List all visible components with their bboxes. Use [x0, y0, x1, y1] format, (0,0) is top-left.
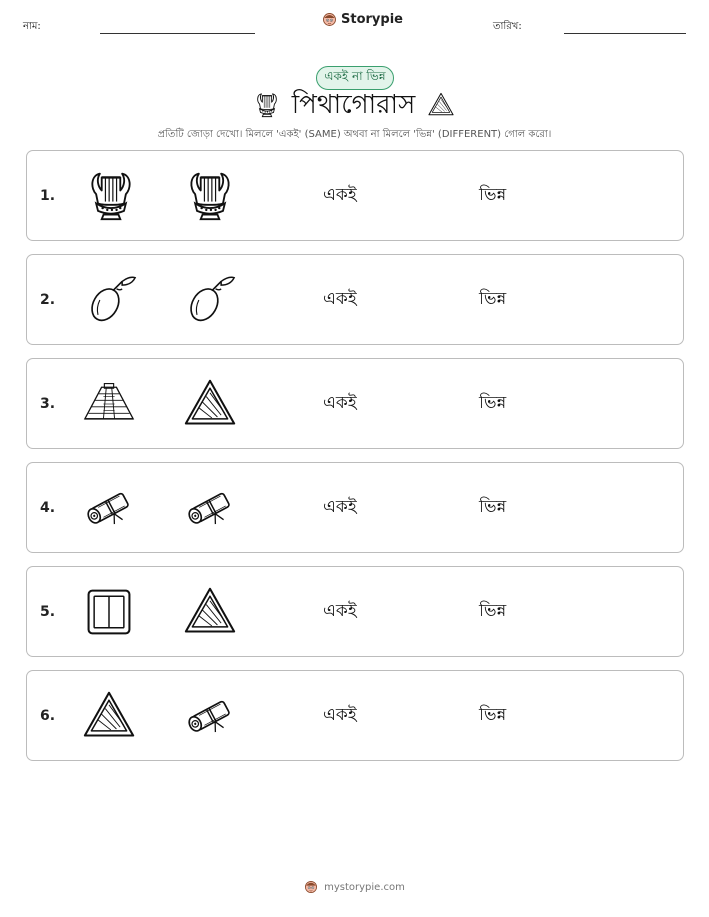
brand-logo: [322, 12, 403, 27]
mascot-icon: [304, 880, 318, 894]
olive-icon: [83, 274, 139, 326]
option-different[interactable]: ভিন্ন: [479, 185, 507, 205]
date-label: তারিখ:: [493, 21, 522, 32]
triangle-icon: [182, 586, 238, 638]
question-row-2: [26, 254, 684, 345]
mascot-icon: [322, 12, 337, 27]
date-field[interactable]: [564, 33, 686, 34]
question-row-1: [26, 150, 684, 241]
question-number: 1.: [40, 188, 56, 204]
question-row-3: [26, 358, 684, 449]
footer-url[interactable]: mystorypie.com: [324, 881, 405, 893]
instructions: প্রতিটি জোড়া দেখো। মিললে 'একই' (SAME) অথবা না মিললে 'ভিন্ন' (DIFFERENT) গোল করো।: [157, 129, 552, 140]
lyre-icon: [254, 91, 280, 119]
name-label: নাম:: [23, 21, 41, 32]
question-row-5: [26, 566, 684, 657]
scroll-icon: [81, 482, 137, 534]
triangle-icon: [81, 690, 137, 742]
option-same[interactable]: একই: [323, 393, 357, 413]
question-number: 2.: [40, 292, 56, 308]
scroll-icon: [182, 690, 238, 742]
option-different[interactable]: ভিন্ন: [479, 705, 507, 725]
question-row-4: [26, 462, 684, 553]
question-number: 3.: [40, 396, 56, 412]
square-icon: [81, 586, 137, 638]
question-number: 6.: [40, 708, 56, 724]
olive-icon: [182, 274, 238, 326]
option-different[interactable]: ভিন্ন: [479, 601, 507, 621]
option-same[interactable]: একই: [323, 289, 357, 309]
option-same[interactable]: একই: [323, 601, 357, 621]
question-number: 5.: [40, 604, 56, 620]
question-row-6: [26, 670, 684, 761]
option-different[interactable]: ভিন্ন: [479, 497, 507, 517]
option-same[interactable]: একই: [323, 185, 357, 205]
scroll-icon: [182, 482, 238, 534]
option-different[interactable]: ভিন্ন: [479, 393, 507, 413]
page-title: পিথাগোরাস: [291, 90, 416, 120]
footer: [0, 880, 709, 894]
brand-name: Storypie: [341, 12, 403, 27]
pyramid-icon: [81, 378, 137, 430]
option-same[interactable]: একই: [323, 497, 357, 517]
question-number: 4.: [40, 500, 56, 516]
lyre-icon: [83, 170, 139, 222]
worksheet-type-badge: একই না ভিন্ন: [316, 66, 394, 90]
triangle-icon: [182, 378, 238, 430]
triangle-icon: [427, 92, 455, 118]
option-different[interactable]: ভিন্ন: [479, 289, 507, 309]
title-row: [0, 90, 709, 120]
name-field[interactable]: [100, 33, 255, 34]
lyre-icon: [182, 170, 238, 222]
option-same[interactable]: একই: [323, 705, 357, 725]
